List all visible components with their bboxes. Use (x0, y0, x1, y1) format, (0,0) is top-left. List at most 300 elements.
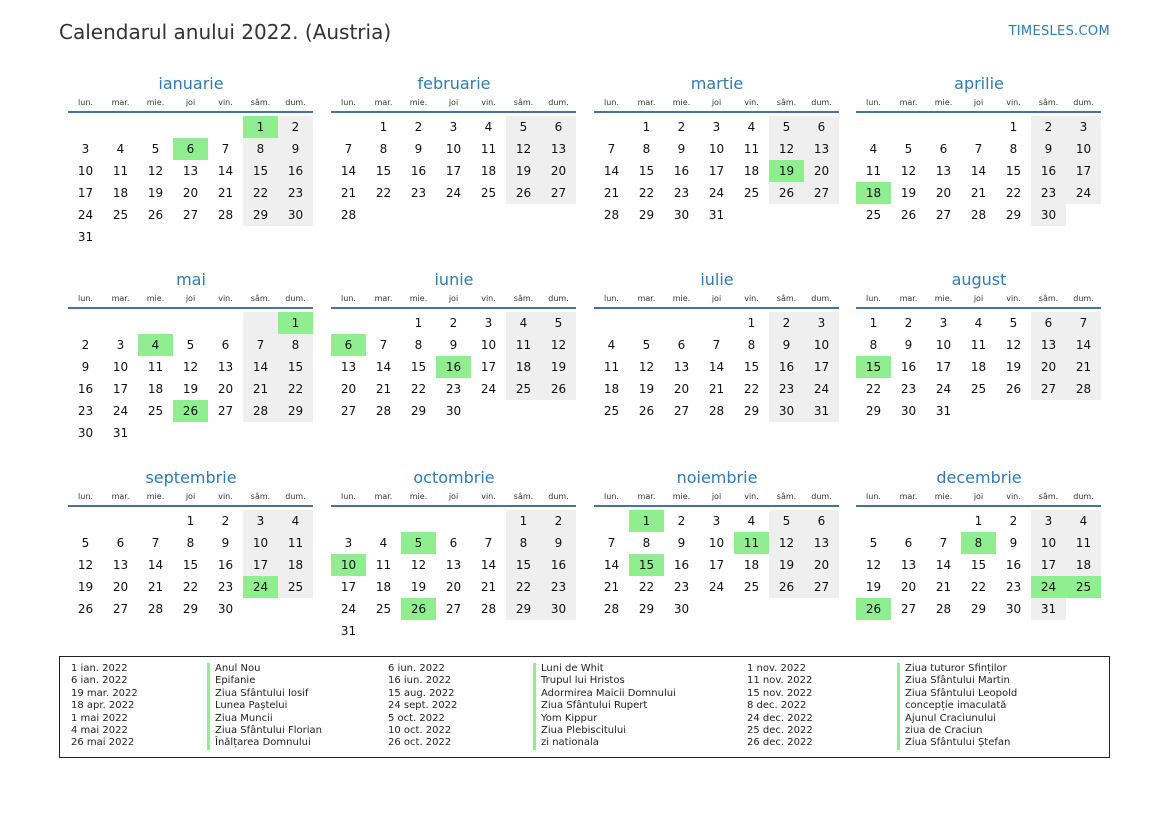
day-cell: 23 (541, 576, 576, 598)
empty-cell (331, 510, 366, 532)
month-4 (68, 270, 314, 444)
holiday-date: 26 dec. 2022 (747, 737, 813, 749)
holiday-date: 26 oct. 2022 (388, 737, 452, 749)
empty-cell (68, 510, 103, 532)
day-cell: 3 (344, 536, 353, 550)
week-row (68, 576, 314, 598)
day-cell: 4 (747, 120, 756, 134)
holiday-name: Yom Kippur (533, 713, 676, 725)
empty-cell (138, 226, 173, 248)
month-3 (856, 74, 1102, 226)
weekday-header (594, 490, 840, 504)
day-cell: 11 (375, 558, 392, 572)
day-cell: 26 (147, 208, 164, 222)
day-cell: 21 (970, 186, 987, 200)
day-cell: 10 (935, 338, 952, 352)
day-cell: 18 (1066, 554, 1101, 576)
week-row (331, 204, 577, 226)
month-0 (68, 74, 314, 248)
day-cell: 30 (769, 400, 804, 422)
day-cell: 16 (1031, 160, 1066, 182)
day-cell: 2 (677, 120, 686, 134)
weekday-label: vin. (481, 294, 496, 303)
day-cell: 22 (182, 580, 199, 594)
day-cell: 26 (900, 208, 917, 222)
week-row (68, 510, 314, 532)
empty-cell (471, 510, 506, 532)
day-cell: 5 (151, 142, 160, 156)
holiday-date: 24 sept. 2022 (388, 700, 458, 712)
day-cell: 8 (506, 532, 541, 554)
weekday-label: joi (185, 492, 196, 501)
day-cell: 2 (81, 338, 90, 352)
day-cell: 5 (904, 142, 913, 156)
weekday-label: joi (973, 294, 984, 303)
weekday-label: mie. (409, 98, 428, 107)
day-cell: 9 (904, 338, 913, 352)
weekday-header (331, 292, 577, 306)
week-row (331, 598, 577, 620)
holiday-day-cell: 1 (629, 510, 664, 532)
day-cell: 16 (1005, 558, 1022, 572)
day-cell: 16 (278, 160, 313, 182)
weekday-label: dum. (548, 492, 569, 501)
day-cell: 29 (743, 404, 760, 418)
weekday-label: vin. (218, 492, 233, 501)
day-cell: 26 (541, 378, 576, 400)
weekday-label: mie. (409, 492, 428, 501)
day-cell: 30 (1005, 602, 1022, 616)
day-cell: 2 (677, 514, 686, 528)
day-cell: 13 (182, 164, 199, 178)
day-cell: 23 (769, 378, 804, 400)
weekday-label: lun. (866, 294, 881, 303)
day-cell: 13 (935, 164, 952, 178)
empty-cell (331, 312, 366, 334)
weekday-label: joi (973, 98, 984, 107)
holiday-name: zi nationala (533, 737, 676, 749)
month-grid (594, 116, 840, 226)
day-cell: 30 (541, 598, 576, 620)
day-cell: 13 (112, 558, 129, 572)
day-cell: 2 (769, 312, 804, 334)
day-cell: 19 (410, 580, 427, 594)
holiday-day-cell: 6 (331, 334, 366, 356)
day-cell: 1 (1009, 120, 1018, 134)
header-divider (594, 111, 839, 113)
month-name: octombrie (413, 468, 495, 487)
day-cell: 20 (935, 186, 952, 200)
day-cell: 18 (278, 554, 313, 576)
day-cell: 27 (935, 208, 952, 222)
empty-cell (138, 312, 173, 334)
day-cell: 6 (1031, 312, 1066, 334)
empty-cell (699, 312, 734, 334)
empty-cell (278, 422, 313, 444)
day-cell: 14 (480, 558, 497, 572)
day-cell: 28 (1066, 378, 1101, 400)
week-row (68, 532, 314, 554)
holiday-date: 5 oct. 2022 (388, 712, 445, 724)
holiday-name: Ziua Muncii (207, 713, 322, 725)
day-cell: 14 (970, 164, 987, 178)
week-row (68, 356, 314, 378)
page-title: Calendarul anului 2022. (Austria) (59, 20, 392, 44)
day-cell: 13 (1031, 334, 1066, 356)
day-cell: 12 (769, 532, 804, 554)
weekday-label: vin. (744, 98, 759, 107)
week-row (594, 576, 840, 598)
day-cell: 11 (970, 338, 987, 352)
day-cell: 4 (484, 120, 493, 134)
day-cell: 4 (869, 142, 878, 156)
day-cell: 3 (116, 338, 125, 352)
week-row (68, 204, 314, 226)
day-cell: 30 (445, 404, 462, 418)
day-cell: 2 (278, 116, 313, 138)
holiday-date: 1 nov. 2022 (747, 663, 806, 674)
day-cell: 21 (375, 382, 392, 396)
empty-cell (769, 204, 804, 226)
day-cell: 14 (147, 558, 164, 572)
day-cell: 21 (243, 378, 278, 400)
weekday-label: joi (711, 492, 722, 501)
weekday-label: vin. (481, 98, 496, 107)
day-cell: 20 (673, 382, 690, 396)
day-cell: 16 (769, 356, 804, 378)
holiday-date: 18 apr. 2022 (71, 700, 135, 712)
day-cell: 18 (743, 164, 760, 178)
day-cell: 8 (1009, 142, 1018, 156)
empty-cell (856, 510, 891, 532)
day-cell: 17 (480, 360, 497, 374)
month-grid (856, 116, 1102, 226)
holiday-day-cell: 1 (278, 312, 313, 334)
day-cell: 5 (186, 338, 195, 352)
day-cell: 23 (900, 382, 917, 396)
day-cell: 6 (904, 536, 913, 550)
day-cell: 14 (603, 164, 620, 178)
week-row (331, 160, 577, 182)
week-row (68, 116, 314, 138)
day-cell: 11 (480, 142, 497, 156)
day-cell: 3 (712, 120, 721, 134)
weekday-label: mie. (146, 98, 165, 107)
day-cell: 26 (506, 182, 541, 204)
day-cell: 18 (112, 186, 129, 200)
day-cell: 20 (541, 160, 576, 182)
weekday-label: mar. (637, 294, 656, 303)
holiday-name: Epifanie (207, 675, 322, 687)
day-cell: 10 (1066, 138, 1101, 160)
month-grid (856, 312, 1102, 422)
weekday-label: sâm. (513, 492, 534, 501)
month-name: decembrie (936, 468, 1022, 487)
month-grid (331, 312, 577, 422)
empty-cell (243, 312, 278, 334)
day-cell: 11 (603, 360, 620, 374)
day-cell: 7 (221, 142, 230, 156)
day-cell: 7 (974, 142, 983, 156)
holiday-day-cell: 26 (856, 598, 891, 620)
legend-dates-col-2 (388, 663, 457, 750)
weekday-header (68, 490, 314, 504)
empty-cell (804, 204, 839, 226)
day-cell: 5 (1009, 316, 1018, 330)
day-cell: 1 (379, 120, 388, 134)
day-cell: 25 (278, 576, 313, 598)
day-cell: 18 (480, 164, 497, 178)
empty-cell (331, 116, 366, 138)
day-cell: 10 (445, 142, 462, 156)
day-cell: 28 (375, 404, 392, 418)
day-cell: 12 (638, 360, 655, 374)
day-cell: 16 (541, 554, 576, 576)
day-cell: 20 (804, 160, 839, 182)
day-cell: 25 (743, 186, 760, 200)
day-cell: 11 (743, 142, 760, 156)
month-7 (856, 270, 1102, 422)
holiday-name: Anul Nou (207, 663, 322, 675)
day-cell: 25 (506, 378, 541, 400)
day-cell: 26 (77, 602, 94, 616)
day-cell: 9 (221, 536, 230, 550)
day-cell: 6 (804, 116, 839, 138)
weekday-label: mar. (111, 98, 130, 107)
day-cell: 12 (506, 138, 541, 160)
empty-cell (278, 598, 313, 620)
legend-names-col-2 (533, 663, 676, 750)
day-cell: 13 (804, 532, 839, 554)
week-row (331, 334, 577, 356)
day-cell: 21 (147, 580, 164, 594)
day-cell: 27 (340, 404, 357, 418)
weekday-label: lun. (341, 98, 356, 107)
day-cell: 24 (77, 208, 94, 222)
week-row (594, 116, 840, 138)
day-cell: 9 (81, 360, 90, 374)
holiday-day-cell: 5 (401, 532, 436, 554)
week-row (68, 312, 314, 334)
day-cell: 23 (278, 182, 313, 204)
empty-cell (366, 620, 401, 642)
day-cell: 23 (410, 186, 427, 200)
day-cell: 31 (804, 400, 839, 422)
day-cell: 10 (243, 532, 278, 554)
weekday-label: mar. (899, 492, 918, 501)
day-cell: 20 (340, 382, 357, 396)
holiday-day-cell: 18 (856, 182, 891, 204)
weekday-label: mar. (637, 492, 656, 501)
day-cell: 23 (673, 580, 690, 594)
day-cell: 22 (743, 382, 760, 396)
day-cell: 14 (935, 558, 952, 572)
month-grid (331, 510, 577, 642)
day-cell: 13 (804, 138, 839, 160)
day-cell: 31 (340, 624, 357, 638)
week-row (856, 312, 1102, 334)
day-cell: 29 (970, 602, 987, 616)
day-cell: 15 (1005, 164, 1022, 178)
day-cell: 8 (642, 536, 651, 550)
weekday-label: dum. (811, 294, 832, 303)
week-row (331, 400, 577, 422)
day-cell: 12 (865, 558, 882, 572)
weekday-label: vin. (744, 294, 759, 303)
weekday-label: sâm. (1038, 98, 1059, 107)
day-cell: 14 (217, 164, 234, 178)
week-row (68, 160, 314, 182)
holiday-date: 26 mai 2022 (71, 737, 135, 749)
holiday-name: Ziua Plebiscitului (533, 725, 676, 737)
day-cell: 17 (77, 186, 94, 200)
weekday-label: lun. (78, 294, 93, 303)
day-cell: 28 (935, 602, 952, 616)
week-row (331, 532, 577, 554)
weekday-label: dum. (1073, 98, 1094, 107)
month-name: aprilie (954, 74, 1004, 93)
holiday-date: 1 ian. 2022 (71, 663, 128, 674)
day-cell: 31 (708, 208, 725, 222)
day-cell: 2 (904, 316, 913, 330)
holiday-date: 16 iun. 2022 (388, 675, 452, 687)
day-cell: 13 (445, 558, 462, 572)
day-cell: 26 (1005, 382, 1022, 396)
empty-cell (629, 312, 664, 334)
day-cell: 19 (541, 356, 576, 378)
site-link[interactable]: TIMESLES.COM (1008, 24, 1110, 39)
day-cell: 5 (642, 338, 651, 352)
weekday-label: sâm. (513, 294, 534, 303)
day-cell: 25 (970, 382, 987, 396)
day-cell: 6 (939, 142, 948, 156)
weekday-label: sâm. (776, 98, 797, 107)
day-cell: 5 (81, 536, 90, 550)
empty-cell (926, 116, 961, 138)
day-cell: 28 (708, 404, 725, 418)
empty-cell (541, 400, 576, 422)
day-cell: 19 (77, 580, 94, 594)
empty-cell (594, 312, 629, 334)
day-cell: 15 (278, 356, 313, 378)
week-row (856, 204, 1102, 226)
day-cell: 3 (939, 316, 948, 330)
weekday-label: joi (185, 294, 196, 303)
empty-cell (471, 400, 506, 422)
weekday-label: mie. (409, 294, 428, 303)
day-cell: 7 (712, 338, 721, 352)
holiday-name: concepție imaculată (897, 700, 1017, 712)
day-cell: 29 (506, 598, 541, 620)
day-cell: 11 (278, 532, 313, 554)
week-row (68, 422, 314, 444)
day-cell: 14 (603, 558, 620, 572)
empty-cell (68, 312, 103, 334)
month-grid (594, 510, 840, 620)
week-row (856, 598, 1102, 620)
day-cell: 16 (410, 164, 427, 178)
weekday-label: sâm. (776, 294, 797, 303)
day-cell: 13 (673, 360, 690, 374)
day-cell: 17 (708, 164, 725, 178)
day-cell: 17 (340, 580, 357, 594)
empty-cell (594, 116, 629, 138)
day-cell: 27 (182, 208, 199, 222)
day-cell: 21 (480, 580, 497, 594)
day-cell: 23 (1005, 580, 1022, 594)
day-cell: 22 (970, 580, 987, 594)
holiday-day-cell: 4 (138, 334, 173, 356)
day-cell: 17 (935, 360, 952, 374)
header-divider (331, 505, 576, 507)
day-cell: 10 (804, 334, 839, 356)
day-cell: 8 (278, 334, 313, 356)
day-cell: 28 (970, 208, 987, 222)
week-row (856, 510, 1102, 532)
week-row (856, 576, 1102, 598)
day-cell: 30 (217, 602, 234, 616)
empty-cell (208, 312, 243, 334)
day-cell: 5 (869, 536, 878, 550)
day-cell: 8 (414, 338, 423, 352)
week-row (856, 116, 1102, 138)
day-cell: 13 (340, 360, 357, 374)
holiday-date: 6 ian. 2022 (71, 675, 128, 687)
empty-cell (541, 204, 576, 226)
empty-cell (1031, 400, 1066, 422)
day-cell: 28 (217, 208, 234, 222)
day-cell: 4 (506, 312, 541, 334)
day-cell: 6 (449, 536, 458, 550)
month-grid (856, 510, 1102, 620)
legend-names-col-3 (897, 663, 1017, 750)
day-cell: 4 (974, 316, 983, 330)
holiday-name: Ziua Sfântului Leopold (897, 688, 1017, 700)
weekday-label: mie. (672, 98, 691, 107)
day-cell: 12 (77, 558, 94, 572)
day-cell: 11 (147, 360, 164, 374)
empty-cell (856, 116, 891, 138)
weekday-label: vin. (481, 492, 496, 501)
weekday-label: vin. (218, 294, 233, 303)
holiday-name: Ziua Sfântului Martin (897, 675, 1017, 687)
month-grid (68, 510, 314, 620)
week-row (594, 182, 840, 204)
day-cell: 21 (603, 580, 620, 594)
holiday-day-cell: 15 (856, 356, 891, 378)
day-cell: 21 (217, 186, 234, 200)
day-cell: 17 (112, 382, 129, 396)
day-cell: 20 (182, 186, 199, 200)
weekday-label: dum. (1073, 492, 1094, 501)
weekday-label: vin. (1006, 294, 1021, 303)
day-cell: 3 (484, 316, 493, 330)
weekday-label: dum. (811, 492, 832, 501)
day-cell: 17 (1066, 160, 1101, 182)
day-cell: 2 (449, 316, 458, 330)
holiday-name: Lunea Paștelui (207, 700, 322, 712)
holiday-date: 15 nov. 2022 (747, 687, 813, 699)
day-cell: 13 (900, 558, 917, 572)
month-8 (68, 468, 314, 620)
day-cell: 30 (1031, 204, 1066, 226)
header-divider (856, 505, 1101, 507)
day-cell: 20 (112, 580, 129, 594)
weekday-label: lun. (78, 98, 93, 107)
empty-cell (804, 598, 839, 620)
weekday-label: sâm. (1038, 294, 1059, 303)
day-cell: 28 (147, 602, 164, 616)
